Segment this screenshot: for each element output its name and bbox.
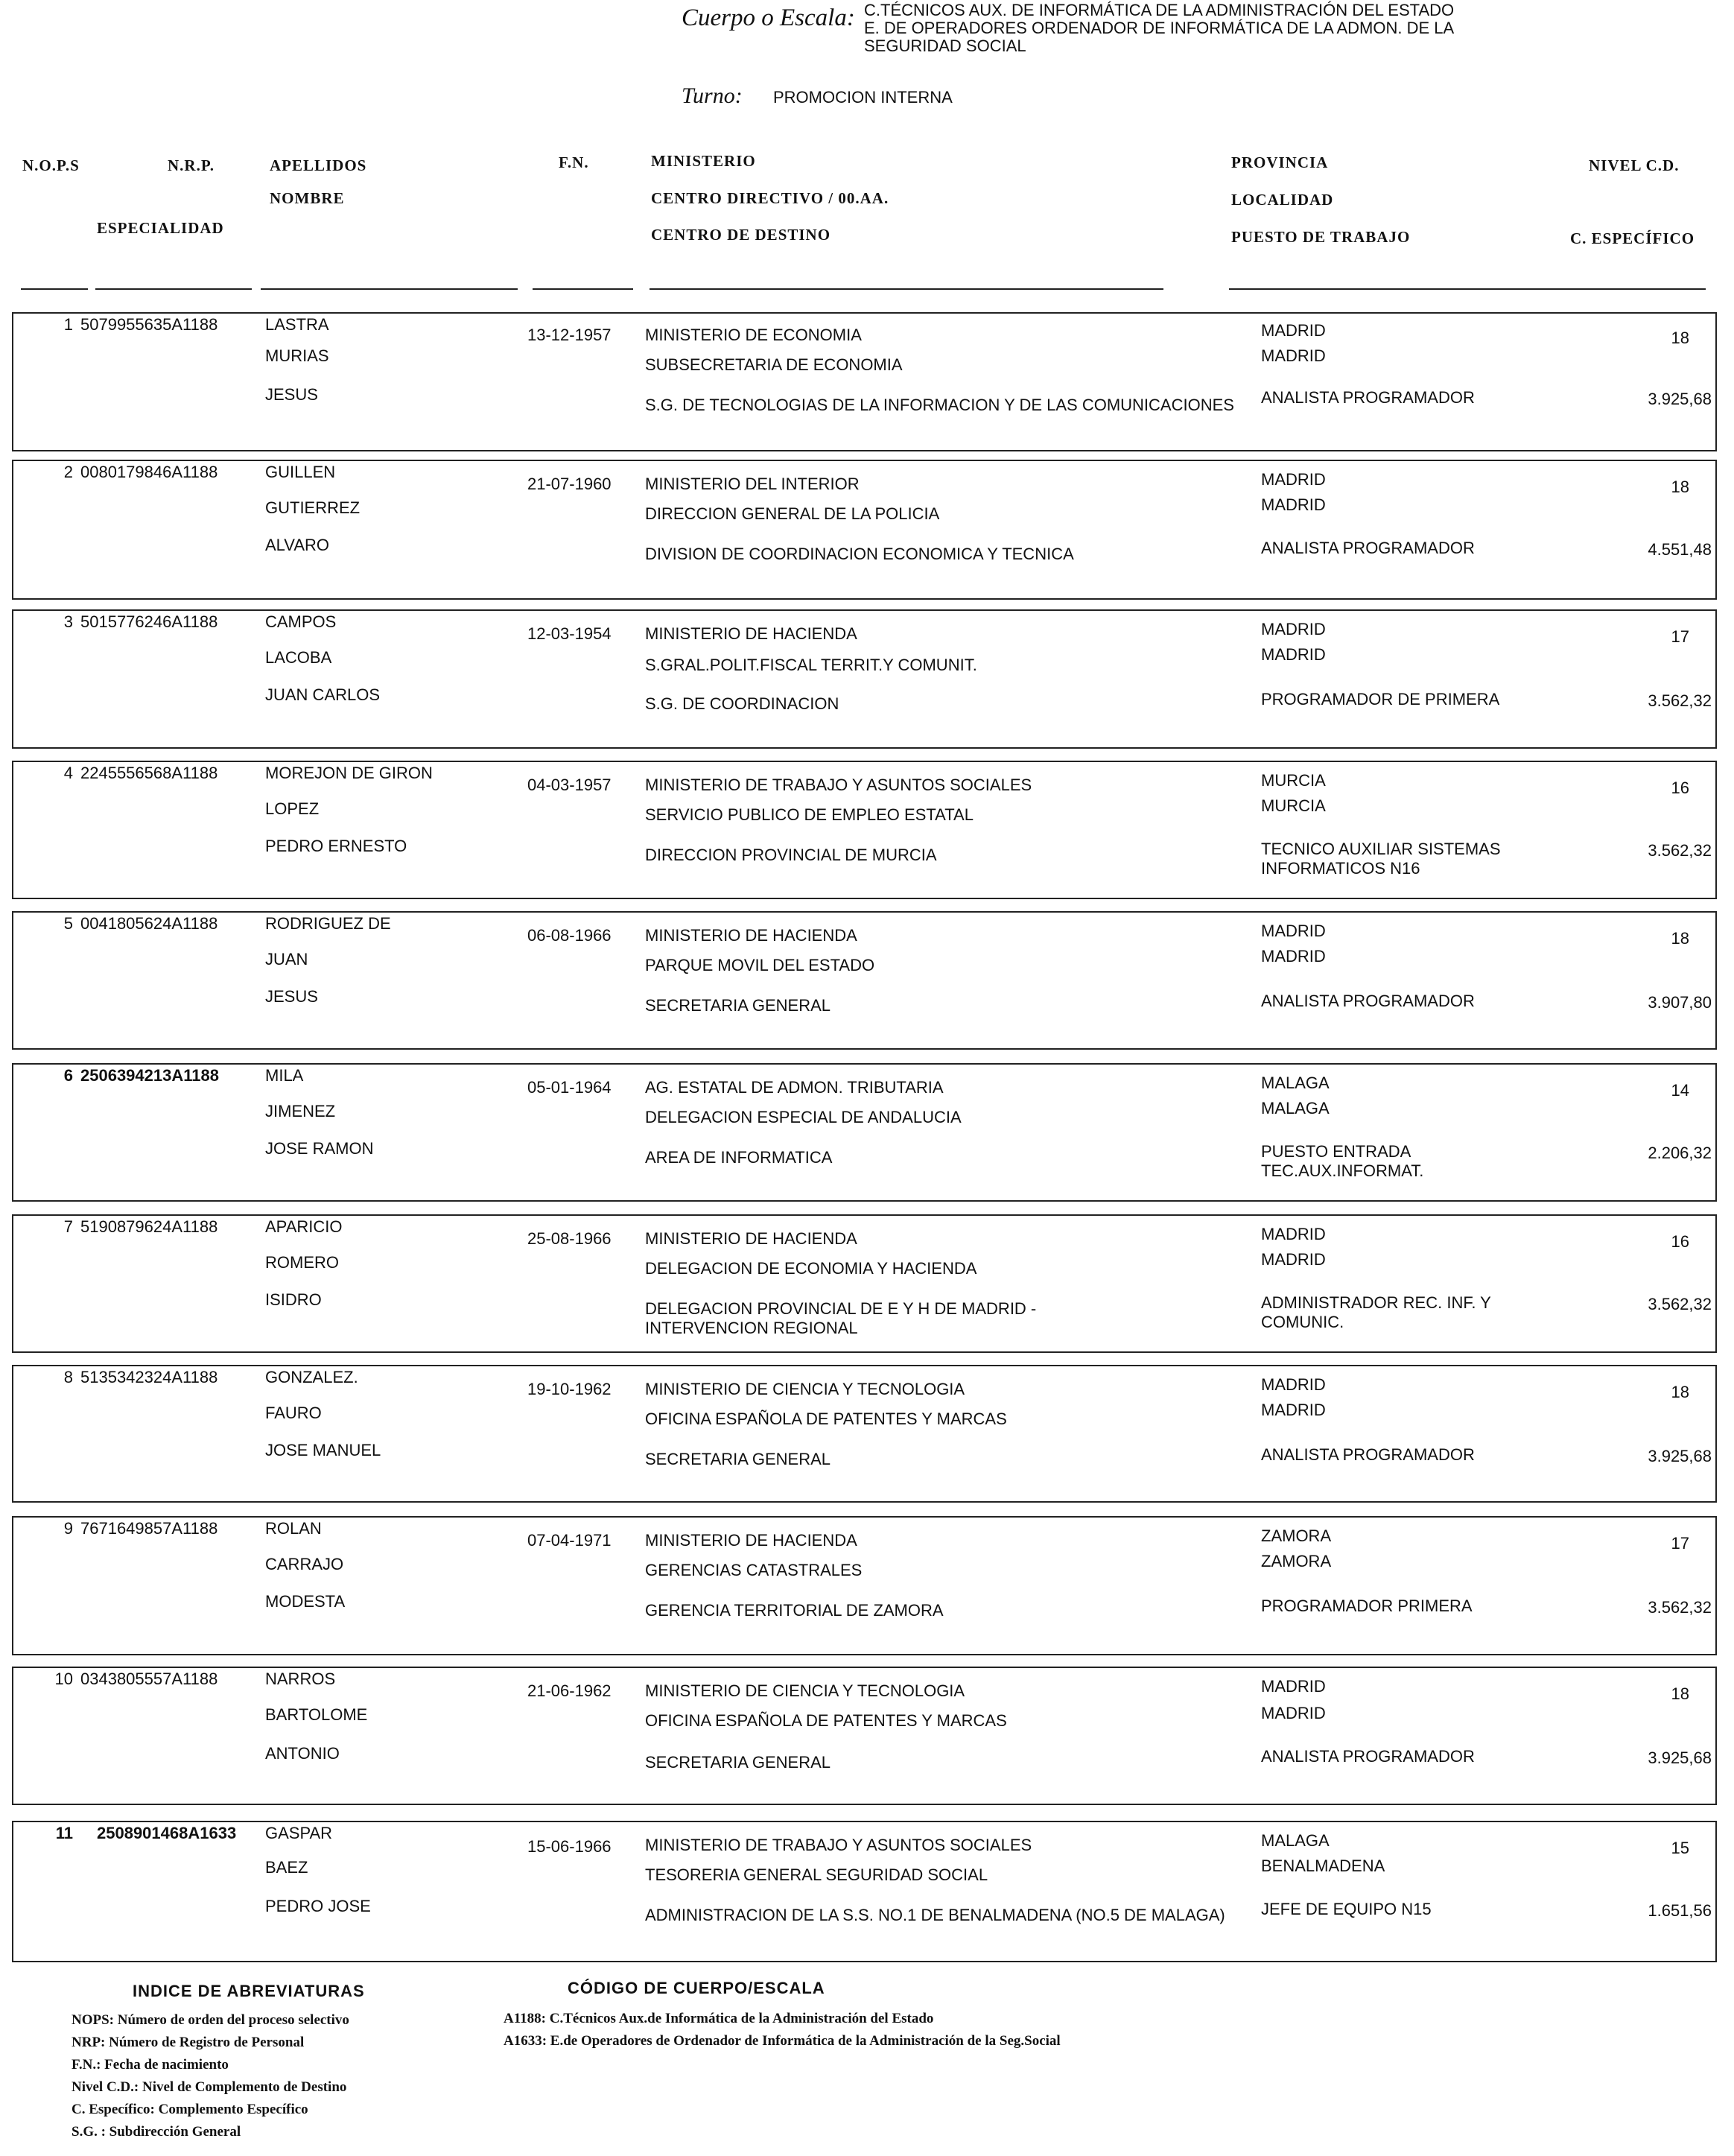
record-provincia: MADRID: [1261, 321, 1326, 340]
record-ministerio: MINISTERIO DE TRABAJO Y ASUNTOS SOCIALES: [645, 1836, 1032, 1854]
col-fn: F.N.: [559, 153, 589, 171]
record-centro-directivo: PARQUE MOVIL DEL ESTADO: [645, 956, 875, 974]
abreviatura-item: NOPS: Número de orden del proceso selectivo: [72, 2012, 349, 2028]
record-nivel: 17: [1671, 627, 1689, 646]
header-rule: [1229, 288, 1706, 290]
record-nrp: 5079955635A1188: [80, 315, 218, 334]
record-card: [12, 312, 1717, 451]
record-nivel: 18: [1671, 929, 1689, 948]
abreviatura-item: NRP: Número de Registro de Personal: [72, 2035, 305, 2050]
record-nivel: 18: [1671, 1684, 1689, 1703]
record-localidad: MADRID: [1261, 1250, 1326, 1269]
record-nombre: ANTONIO: [265, 1744, 340, 1763]
record-centro-destino: DELEGACION PROVINCIAL DE E Y H DE MADRID - INTERVENCION REGIONAL: [645, 1299, 1037, 1337]
record-centro-directivo: TESORERIA GENERAL SEGURIDAD SOCIAL: [645, 1865, 988, 1884]
record-localidad: MADRID: [1261, 346, 1326, 365]
record-provincia: MADRID: [1261, 470, 1326, 489]
abreviaturas-list: [72, 2009, 349, 2143]
record-centro-directivo: S.GRAL.POLIT.FISCAL TERRIT.Y COMUNIT.: [645, 656, 977, 674]
record-centro-destino: DIRECCION PROVINCIAL DE MURCIA: [645, 846, 937, 864]
record-apellido1: RODRIGUEZ DE: [265, 914, 391, 933]
record-nops: 3: [63, 612, 73, 631]
record-nops: 8: [63, 1368, 73, 1386]
record-centro-destino: S.G. DE TECNOLOGIAS DE LA INFORMACION Y DE LAS COMUNICACIONES: [645, 396, 1234, 414]
record-apellido1: GONZALEZ.: [265, 1368, 358, 1386]
record-localidad: MADRID: [1261, 495, 1326, 514]
header-rule: [533, 288, 633, 290]
record-nops: 5: [63, 914, 73, 933]
record-nops: 9: [63, 1519, 73, 1538]
record-nombre: JOSE MANUEL: [265, 1441, 381, 1459]
record-puesto: PROGRAMADOR DE PRIMERA: [1261, 690, 1500, 708]
record-apellido1: APARICIO: [265, 1217, 343, 1236]
record-apellido2: LACOBA: [265, 648, 332, 667]
record-card: [12, 1667, 1717, 1805]
record-ministerio: MINISTERIO DE ECONOMIA: [645, 326, 862, 344]
codigo-title: CÓDIGO DE CUERPO/ESCALA: [568, 1979, 825, 1997]
record-fn: 21-07-1960: [527, 475, 612, 493]
record-puesto: JEFE DE EQUIPO N15: [1261, 1900, 1432, 1918]
record-apellido2: JIMENEZ: [265, 1102, 336, 1120]
record-localidad: MURCIA: [1261, 796, 1326, 815]
cuerpo-line: C.TÉCNICOS AUX. DE INFORMÁTICA DE LA ADMINISTRACIÓN DEL ESTADO: [864, 1, 1455, 19]
record-fn: 19-10-1962: [527, 1380, 612, 1398]
record-localidad: MADRID: [1261, 1704, 1326, 1722]
record-localidad: MALAGA: [1261, 1099, 1330, 1117]
record-centro-destino: DIVISION DE COORDINACION ECONOMICA Y TECNICA: [645, 545, 1074, 563]
record-nrp: 0343805557A1188: [80, 1670, 218, 1688]
record-apellido1: CAMPOS: [265, 612, 337, 631]
record-puesto: TECNICO AUXILIAR SISTEMAS INFORMATICOS N16: [1261, 840, 1501, 878]
record-card: [12, 1365, 1717, 1503]
header-rule: [95, 288, 252, 290]
record-provincia: MURCIA: [1261, 771, 1326, 790]
record-nops: 7: [63, 1217, 73, 1236]
record-centro-destino: ADMINISTRACION DE LA S.S. NO.1 DE BENALMADENA (NO.5 DE MALAGA): [645, 1906, 1225, 1924]
record-fn: 21-06-1962: [527, 1681, 612, 1700]
col-provincia: PROVINCIA: [1231, 153, 1329, 171]
record-card: [12, 1821, 1717, 1962]
record-localidad: ZAMORA: [1261, 1552, 1332, 1570]
record-provincia: MADRID: [1261, 620, 1326, 638]
record-centro-destino: SECRETARIA GENERAL: [645, 1753, 831, 1772]
record-nrp: 5190879624A1188: [80, 1217, 218, 1236]
col-ministerio: MINISTERIO: [651, 152, 756, 170]
record-especifico: 3.562,32: [1648, 1295, 1712, 1313]
record-apellido1: MOREJON DE GIRON: [265, 764, 433, 782]
record-centro-directivo: GERENCIAS CATASTRALES: [645, 1561, 863, 1579]
turno-label: Turno:: [682, 83, 743, 108]
record-nivel: 18: [1671, 478, 1689, 496]
record-provincia: MALAGA: [1261, 1831, 1330, 1850]
cuerpo-line: E. DE OPERADORES ORDENADOR DE INFORMÁTICA DE LA ADMON. DE LA: [864, 19, 1455, 37]
record-nivel: 16: [1671, 779, 1689, 797]
record-especifico: 1.651,56: [1648, 1901, 1712, 1920]
record-especifico: 3.907,80: [1648, 993, 1712, 1012]
header-rule: [650, 288, 1163, 290]
header-rule: [261, 288, 518, 290]
record-puesto: PUESTO ENTRADA TEC.AUX.INFORMAT.: [1261, 1142, 1424, 1180]
abreviatura-item: Nivel C.D.: Nivel de Complemento de Destino: [72, 2079, 347, 2095]
codigo-item: A1633: E.de Operadores de Ordenador de Informática de la Administración de la Seg.Social: [504, 2033, 1061, 2049]
record-especifico: 4.551,48: [1648, 540, 1712, 559]
record-centro-directivo: SERVICIO PUBLICO DE EMPLEO ESTATAL: [645, 805, 974, 824]
record-especifico: 3.562,32: [1648, 1598, 1712, 1617]
record-ministerio: MINISTERIO DE HACIENDA: [645, 624, 857, 643]
record-card: [12, 609, 1717, 749]
record-provincia: MADRID: [1261, 1225, 1326, 1243]
record-especifico: 3.925,68: [1648, 390, 1712, 408]
record-nrp: 5135342324A1188: [80, 1368, 218, 1386]
record-ministerio: AG. ESTATAL DE ADMON. TRIBUTARIA: [645, 1078, 944, 1097]
abreviaturas-title: INDICE DE ABREVIATURAS: [133, 1982, 365, 2000]
record-nrp: 5015776246A1188: [80, 612, 218, 631]
record-provincia: MALAGA: [1261, 1074, 1330, 1092]
abreviatura-item: S.G. : Subdirección General: [72, 2124, 241, 2140]
record-nivel: 14: [1671, 1081, 1689, 1100]
record-centro-destino: SECRETARIA GENERAL: [645, 996, 831, 1015]
record-apellido2: LOPEZ: [265, 799, 320, 818]
record-fn: 13-12-1957: [527, 326, 612, 344]
record-card: [12, 1214, 1717, 1353]
record-apellido2: FAURO: [265, 1404, 322, 1422]
record-apellido1: LASTRA: [265, 315, 329, 334]
record-puesto: ANALISTA PROGRAMADOR: [1261, 1445, 1475, 1464]
record-fn: 07-04-1971: [527, 1531, 612, 1550]
abreviatura-item: F.N.: Fecha de nacimiento: [72, 2057, 229, 2073]
record-puesto: ANALISTA PROGRAMADOR: [1261, 388, 1475, 407]
record-provincia: ZAMORA: [1261, 1526, 1332, 1545]
record-puesto: ANALISTA PROGRAMADOR: [1261, 992, 1475, 1010]
record-nombre: PEDRO ERNESTO: [265, 837, 407, 855]
codigo-item: A1188: C.Técnicos Aux.de Informática de la Administración del Estado: [504, 2011, 934, 2026]
record-card: [12, 761, 1717, 899]
record-ministerio: MINISTERIO DE CIENCIA Y TECNOLOGIA: [645, 1681, 965, 1700]
record-fn: 15-06-1966: [527, 1837, 612, 1856]
record-card: [12, 911, 1717, 1050]
record-nombre: JOSE RAMON: [265, 1139, 374, 1158]
record-apellido1: NARROS: [265, 1670, 336, 1688]
record-nivel: 18: [1671, 1383, 1689, 1401]
record-nombre: JESUS: [265, 987, 318, 1006]
record-localidad: MADRID: [1261, 645, 1326, 664]
record-card: [12, 1063, 1717, 1202]
record-centro-destino: GERENCIA TERRITORIAL DE ZAMORA: [645, 1601, 944, 1620]
record-localidad: MADRID: [1261, 1401, 1326, 1419]
record-apellido2: CARRAJO: [265, 1555, 344, 1573]
col-localidad: LOCALIDAD: [1231, 191, 1334, 209]
record-nops: 2: [63, 463, 73, 481]
record-nops: 6: [63, 1066, 73, 1085]
record-localidad: BENALMADENA: [1261, 1857, 1385, 1875]
record-centro-directivo: OFICINA ESPAÑOLA DE PATENTES Y MARCAS: [645, 1410, 1007, 1428]
record-centro-destino: AREA DE INFORMATICA: [645, 1148, 833, 1167]
record-apellido2: MURIAS: [265, 346, 329, 365]
record-especifico: 3.562,32: [1648, 841, 1712, 860]
record-especifico: 3.925,68: [1648, 1748, 1712, 1767]
record-apellido1: MILA: [265, 1066, 304, 1085]
col-centro-destino: CENTRO DE DESTINO: [651, 226, 831, 244]
record-ministerio: MINISTERIO DE TRABAJO Y ASUNTOS SOCIALES: [645, 776, 1032, 794]
record-fn: 05-01-1964: [527, 1078, 612, 1097]
col-apellidos: APELLIDOS: [270, 156, 367, 174]
record-provincia: MADRID: [1261, 922, 1326, 940]
record-puesto: ADMINISTRADOR REC. INF. Y COMUNIC.: [1261, 1293, 1491, 1331]
record-nivel: 16: [1671, 1232, 1689, 1251]
record-ministerio: MINISTERIO DE HACIENDA: [645, 1531, 857, 1550]
record-card: [12, 1516, 1717, 1655]
cuerpo-line: SEGURIDAD SOCIAL: [864, 37, 1026, 55]
col-nops: N.O.P.S: [22, 156, 80, 174]
record-nombre: ISIDRO: [265, 1290, 322, 1309]
col-nrp: N.R.P.: [168, 156, 215, 174]
codigo-list: [504, 2008, 1061, 2052]
record-apellido1: ROLAN: [265, 1519, 322, 1538]
record-nombre: JESUS: [265, 385, 318, 404]
record-provincia: MADRID: [1261, 1677, 1326, 1696]
record-nivel: 17: [1671, 1534, 1689, 1553]
record-nivel: 15: [1671, 1839, 1689, 1857]
col-nombre: NOMBRE: [270, 189, 345, 207]
record-apellido2: JUAN: [265, 950, 308, 968]
record-ministerio: MINISTERIO DE CIENCIA Y TECNOLOGIA: [645, 1380, 965, 1398]
record-apellido1: GUILLEN: [265, 463, 336, 481]
record-nops: 10: [54, 1670, 73, 1688]
record-centro-directivo: DELEGACION DE ECONOMIA Y HACIENDA: [645, 1259, 977, 1278]
col-puesto: PUESTO DE TRABAJO: [1231, 228, 1411, 246]
record-apellido2: ROMERO: [265, 1253, 339, 1272]
record-apellido2: BAEZ: [265, 1858, 308, 1877]
record-especifico: 3.562,32: [1648, 691, 1712, 710]
record-apellido2: GUTIERREZ: [265, 498, 361, 517]
record-puesto: PROGRAMADOR PRIMERA: [1261, 1597, 1473, 1615]
record-localidad: MADRID: [1261, 947, 1326, 966]
record-centro-directivo: DIRECCION GENERAL DE LA POLICIA: [645, 504, 940, 523]
col-centro-directivo: CENTRO DIRECTIVO / 00.AA.: [651, 189, 889, 207]
record-nrp: 2506394213A1188: [80, 1066, 219, 1085]
record-nombre: ALVARO: [265, 536, 329, 554]
record-fn: 12-03-1954: [527, 624, 612, 643]
record-nivel: 18: [1671, 329, 1689, 347]
col-especialidad: ESPECIALIDAD: [97, 219, 224, 237]
record-centro-destino: S.G. DE COORDINACION: [645, 694, 839, 713]
col-nivel: NIVEL C.D.: [1589, 156, 1680, 174]
record-nrp: 2508901468A1633: [97, 1824, 237, 1842]
record-apellido2: BARTOLOME: [265, 1705, 368, 1724]
record-nrp: 2245556568A1188: [80, 764, 218, 782]
abreviatura-item: C. Específico: Complemento Específico: [72, 2102, 308, 2117]
record-puesto: ANALISTA PROGRAMADOR: [1261, 539, 1475, 557]
header-rule: [21, 288, 88, 290]
record-nrp: 0080179846A1188: [80, 463, 218, 481]
record-centro-directivo: DELEGACION ESPECIAL DE ANDALUCIA: [645, 1108, 962, 1126]
record-apellido1: GASPAR: [265, 1824, 333, 1842]
record-card: [12, 460, 1717, 600]
record-nops: 1: [63, 315, 73, 334]
record-nombre: PEDRO JOSE: [265, 1897, 371, 1915]
record-nops: 11: [55, 1824, 73, 1842]
record-nops: 4: [63, 764, 73, 782]
record-ministerio: MINISTERIO DE HACIENDA: [645, 1229, 857, 1248]
cuerpo-text: [864, 1, 1609, 55]
record-centro-destino: SECRETARIA GENERAL: [645, 1450, 831, 1468]
col-especifico: C. ESPECÍFICO: [1570, 229, 1695, 247]
record-provincia: MADRID: [1261, 1375, 1326, 1394]
record-nrp: 0041805624A1188: [80, 914, 218, 933]
record-fn: 25-08-1966: [527, 1229, 612, 1248]
record-nombre: MODESTA: [265, 1592, 346, 1611]
record-especifico: 3.925,68: [1648, 1447, 1712, 1465]
record-fn: 06-08-1966: [527, 926, 612, 945]
record-nrp: 7671649857A1188: [80, 1519, 218, 1538]
record-nombre: JUAN CARLOS: [265, 685, 381, 704]
record-fn: 04-03-1957: [527, 776, 612, 794]
cuerpo-label: Cuerpo o Escala:: [682, 4, 855, 31]
record-centro-directivo: OFICINA ESPAÑOLA DE PATENTES Y MARCAS: [645, 1711, 1007, 1730]
record-especifico: 2.206,32: [1648, 1144, 1712, 1162]
record-puesto: ANALISTA PROGRAMADOR: [1261, 1747, 1475, 1766]
turno-value: PROMOCION INTERNA: [773, 88, 953, 107]
record-ministerio: MINISTERIO DEL INTERIOR: [645, 475, 860, 493]
record-centro-directivo: SUBSECRETARIA DE ECONOMIA: [645, 355, 903, 374]
record-ministerio: MINISTERIO DE HACIENDA: [645, 926, 857, 945]
